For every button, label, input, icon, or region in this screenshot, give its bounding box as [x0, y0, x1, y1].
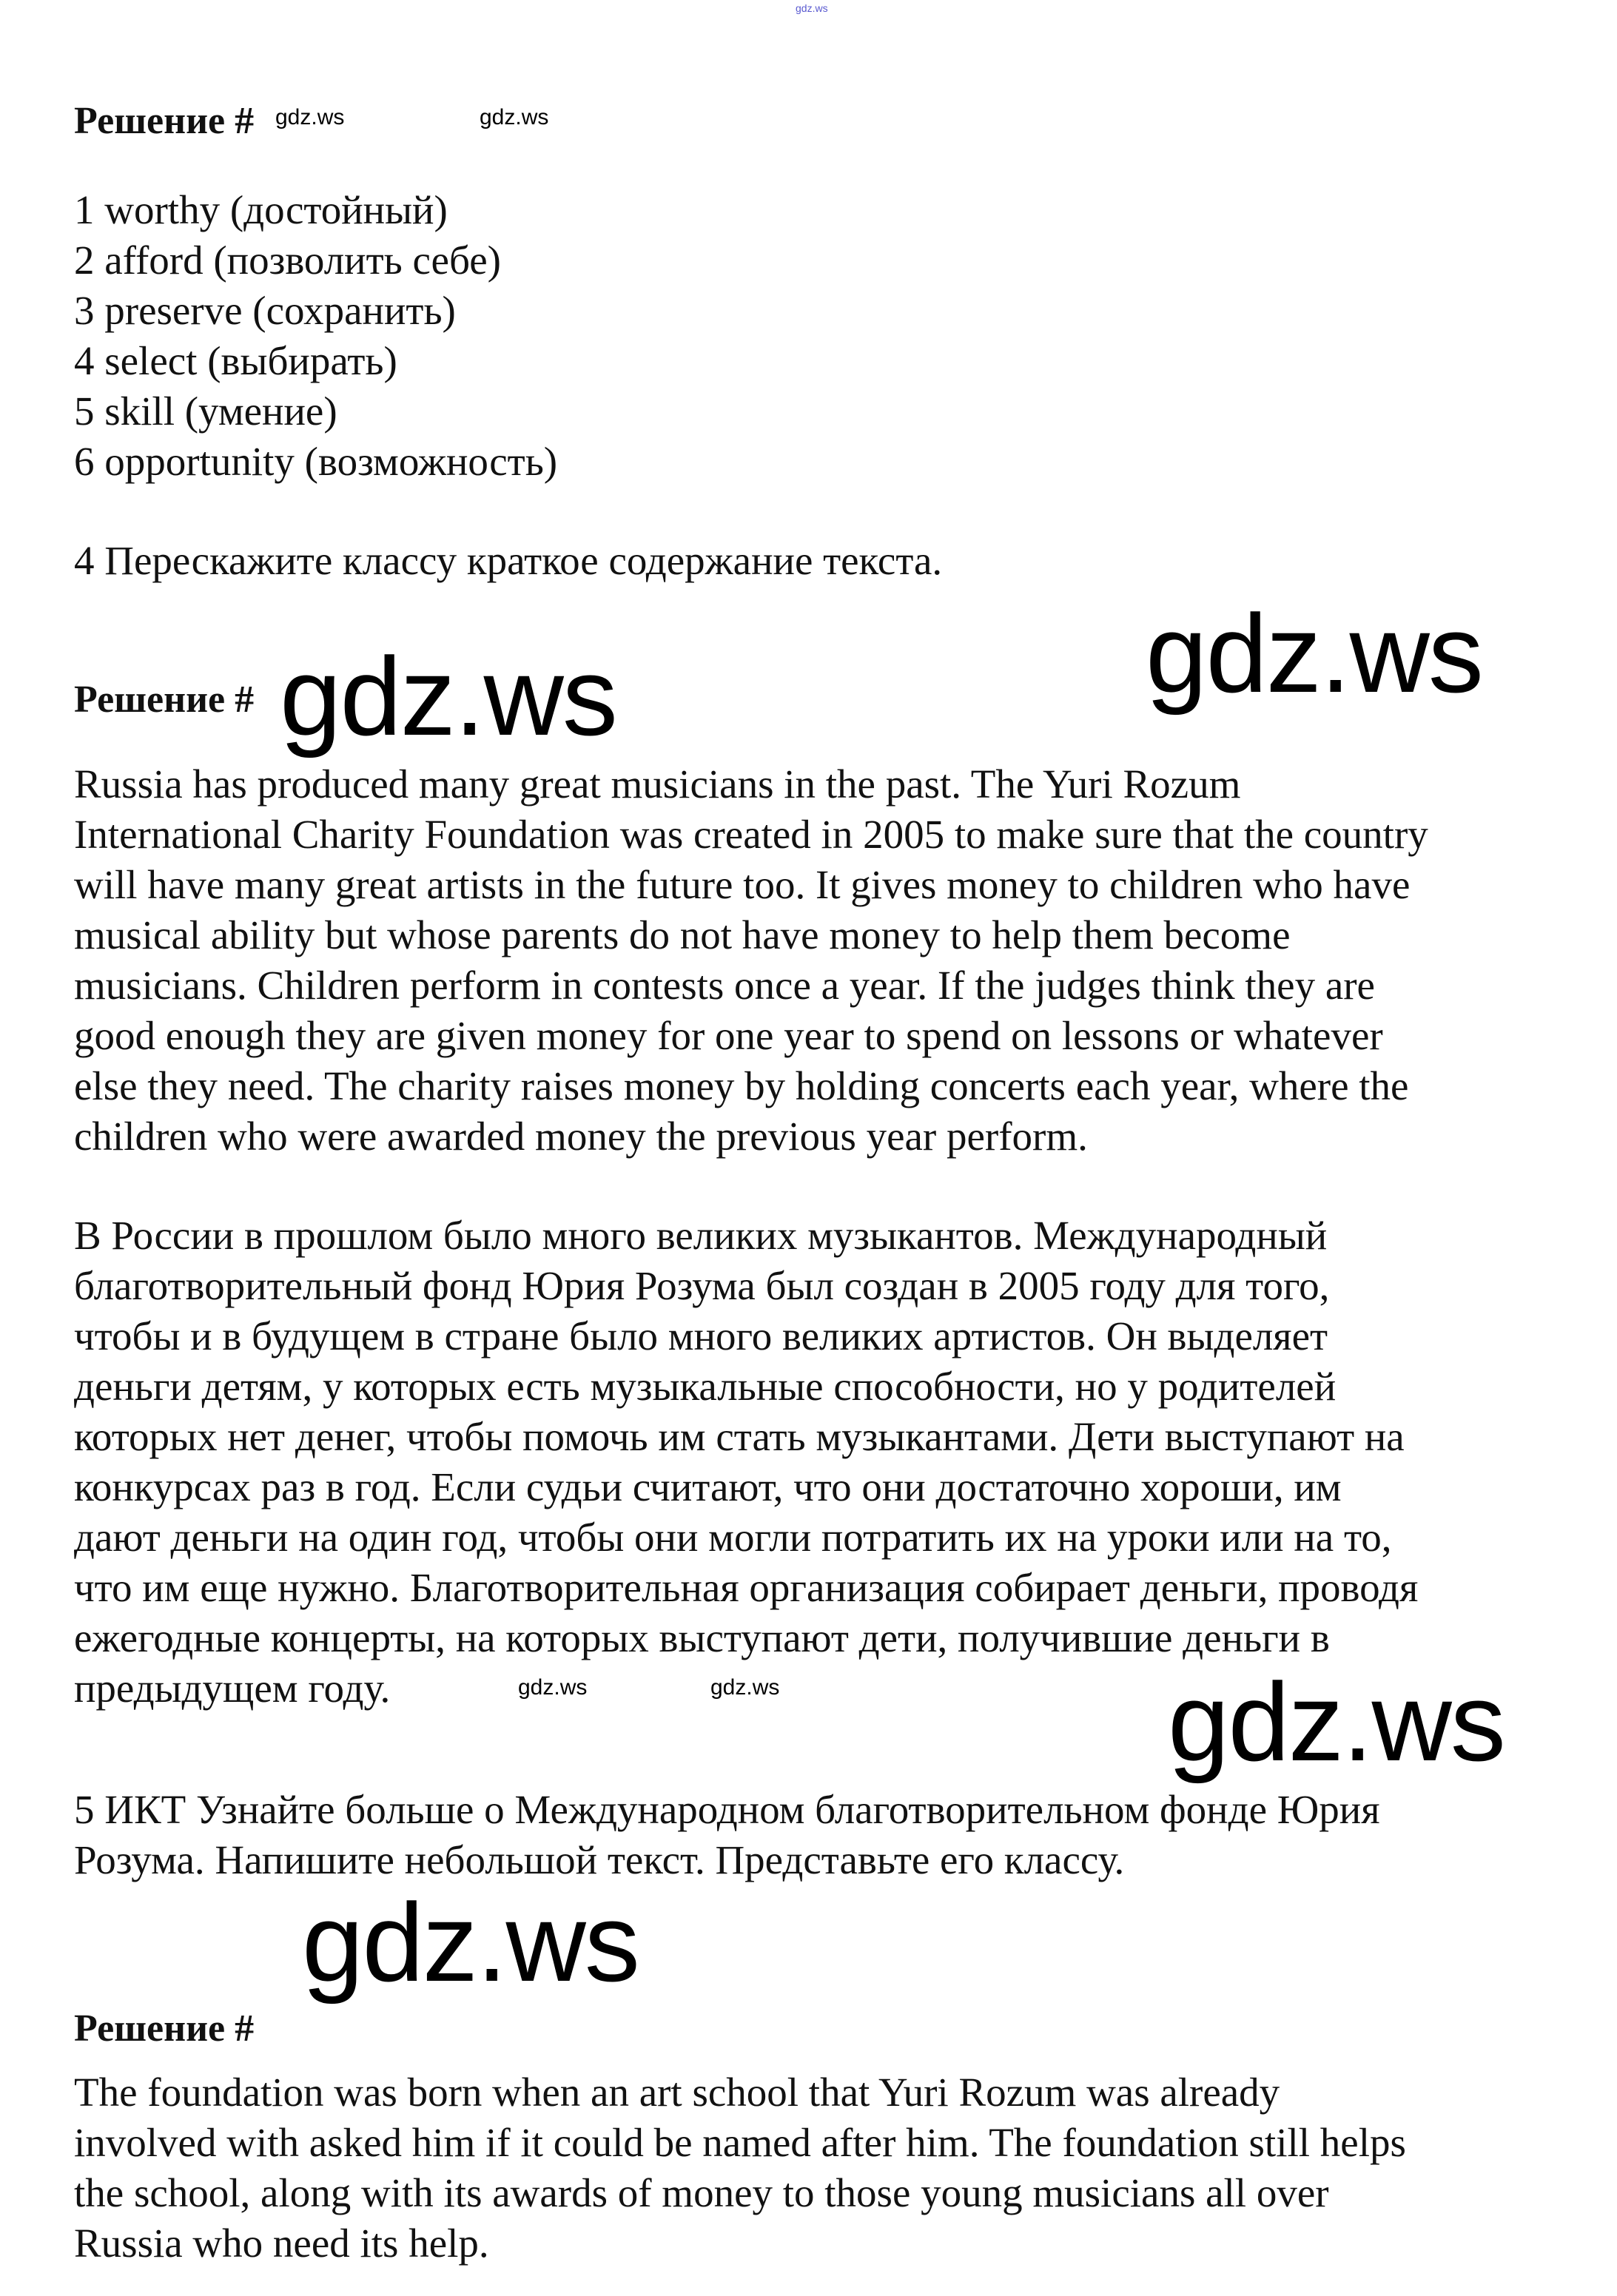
- solution-heading: Решение #: [74, 679, 255, 721]
- text-line: 5 ИКТ Узнайте больше о Международном благотворительном фонде Юрия: [74, 1787, 1380, 1832]
- text-line: что им еще нужно. Благотворительная организация собирает деньги, проводя: [74, 1565, 1419, 1610]
- watermark-large: gdz.ws: [1146, 591, 1482, 716]
- text-line: Russia who need its help.: [74, 2221, 489, 2266]
- text-line: children who were awarded money the previous year perform.: [74, 1114, 1088, 1159]
- text-line: Розума. Напишите небольшой текст. Представьте его классу.: [74, 1837, 1125, 1882]
- text-line: чтобы и в будущем в стране было много великих артистов. Он выделяет: [74, 1313, 1328, 1359]
- text-line: musicians. Children perform in contests once a year. If the judges think they are: [74, 963, 1375, 1008]
- task-4-prompt: 4 Перескажите классу краткое содержание текста.: [74, 538, 943, 583]
- russian-translation: [74, 1211, 1418, 1714]
- watermark-small: gdz.ws: [275, 105, 345, 129]
- text-line: которых нет денег, чтобы помочь им стать музыкантами. Дети выступают на: [74, 1414, 1405, 1459]
- text-line: musical ability but whose parents do not have money to help them become: [74, 912, 1291, 957]
- english-summary: [74, 759, 1428, 1162]
- list-item: 5 skill (умение): [74, 388, 337, 434]
- text-line: will have many great artists in the future too. It gives money to children who have: [74, 862, 1411, 907]
- list-item: 4 select (выбирать): [74, 338, 397, 383]
- text-line: International Charity Foundation was created in 2005 to make sure that the country: [74, 812, 1428, 857]
- watermark-top: gdz.ws: [796, 2, 828, 14]
- text-line: деньги детям, у которых есть музыкальные способности, но у родителей: [74, 1364, 1337, 1409]
- list-item: 2 afford (позволить себе): [74, 238, 501, 283]
- watermark-large: gdz.ws: [302, 1880, 639, 2004]
- text-line: good enough they are given money for one year to spend on lessons or whatever: [74, 1013, 1383, 1058]
- watermark-small: gdz.ws: [710, 1675, 780, 1700]
- list-item: 6 opportunity (возможность): [74, 439, 558, 484]
- watermark-small: gdz.ws: [518, 1675, 588, 1700]
- text-line: конкурсах раз в год. Если судьи считают, что они достаточно хороши, им: [74, 1464, 1342, 1509]
- text-line: the school, along with its awards of money to those young musicians all over: [74, 2170, 1329, 2215]
- text-line: благотворительный фонд Юрия Розума был создан в 2005 году для того,: [74, 1263, 1330, 1308]
- text-line: дают деньги на один год, чтобы они могли потратить их на уроки или на то,: [74, 1515, 1392, 1560]
- vocabulary-list: [74, 185, 557, 487]
- list-item: 1 worthy (достойный): [74, 187, 448, 232]
- watermark-large: gdz.ws: [1168, 1660, 1505, 1784]
- text-line: The foundation was born when an art school that Yuri Rozum was already: [74, 2070, 1280, 2115]
- text-line: предыдущем году.: [74, 1666, 391, 1711]
- text-line: Russia has produced many great musicians in the past. The Yuri Rozum: [74, 761, 1241, 807]
- text-line: ежегодные концерты, на которых выступают дети, получившие деньги в: [74, 1615, 1330, 1660]
- solution-heading: Решение #: [74, 100, 255, 142]
- task-5-prompt: [74, 1785, 1380, 1885]
- solution-heading: Решение #: [74, 2007, 255, 2050]
- list-item: 3 preserve (сохранить): [74, 288, 456, 333]
- text-line: else they need. The charity raises money by holding concerts each year, where the: [74, 1063, 1409, 1108]
- text-line: involved with asked him if it could be named after him. The foundation still helps: [74, 2120, 1406, 2165]
- watermark-small: gdz.ws: [480, 105, 549, 129]
- task-5-answer: [74, 2067, 1406, 2269]
- watermark-large: gdz.ws: [280, 634, 616, 758]
- text-line: В России в прошлом было много великих музыкантов. Международный: [74, 1213, 1328, 1258]
